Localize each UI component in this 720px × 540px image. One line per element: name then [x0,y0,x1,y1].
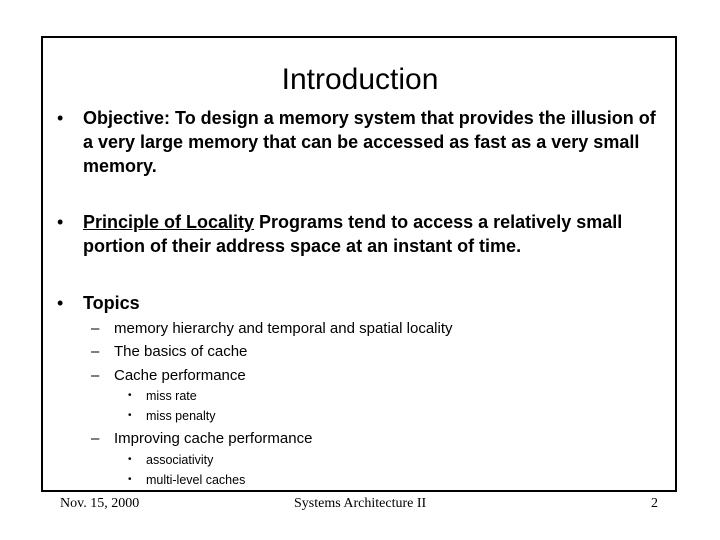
bullet-objective [57,106,663,178]
topic-item [91,340,247,363]
footer-date: Nov. 15, 2000 [60,496,140,511]
topic-item-text: The basics of cache [114,343,248,360]
sub-topic-text: multi-level caches [146,473,246,487]
topic-item-text: Cache performance [114,367,246,384]
sub-topic-text: miss penalty [146,409,216,423]
dash-marker: – [91,320,100,337]
sub-topic-item [128,450,213,470]
topic-item [91,364,246,387]
bullet-dot: • [57,293,64,313]
sub-bullet-dot: • [128,410,132,421]
bullet-topics-text: Topics [83,293,140,313]
bullet-objective-text: Objective: To design a memory system that provides the illusion of a very large memory that can be accessed as fast as a very small memory. [83,108,656,176]
sub-topic-item [128,406,215,426]
dash-marker: – [91,343,100,360]
locality-term: Principle of Locality [83,212,255,232]
bullet-topics [57,291,663,315]
sub-bullet-dot: • [128,454,132,465]
page-number: 2 [651,496,658,511]
footer-course: Systems Architecture II [294,496,427,511]
sub-topic-text: associativity [146,453,214,467]
sub-bullet-dot: • [128,474,132,485]
bullet-dot: • [57,212,64,232]
locality-description: Programs tend to access a relatively small portion of their address space at an instant of time. [83,212,623,256]
dash-marker: – [91,367,100,384]
topic-item [91,427,312,450]
slide-title: Introduction [281,63,439,96]
dash-marker: – [91,430,100,447]
sub-topic-text: miss rate [146,389,197,403]
bullet-locality [57,210,663,258]
topic-item-text: Improving cache performance [114,430,313,447]
sub-topic-item [128,386,197,406]
bullet-locality-text [83,210,663,258]
topic-item-text: memory hierarchy and temporal and spatial locality [114,320,453,337]
sub-topic-item [128,470,245,490]
sub-bullet-dot: • [128,390,132,401]
topic-item [91,317,453,340]
bullet-dot: • [57,108,64,128]
